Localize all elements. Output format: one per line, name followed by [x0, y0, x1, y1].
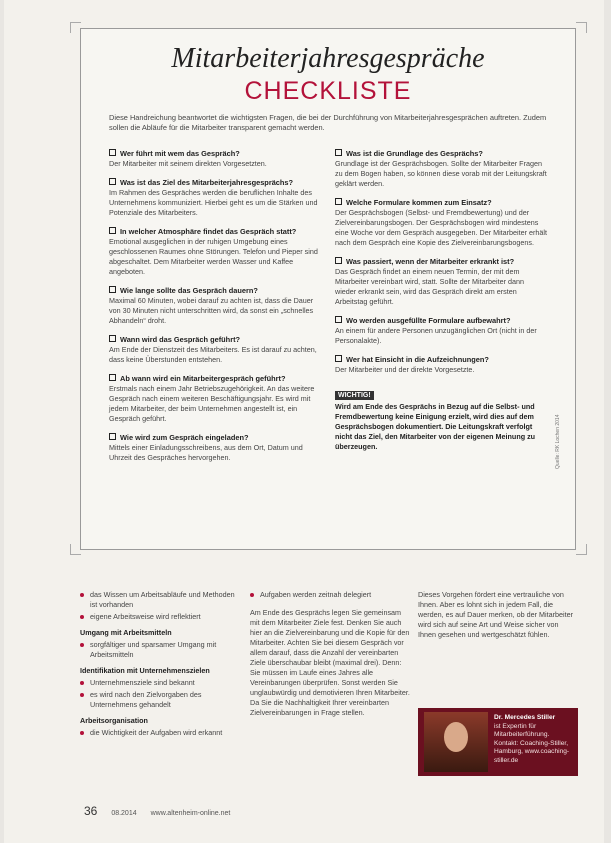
- checklist-question: Wo werden ausgefüllte Formulare aufbewahrt?: [346, 316, 511, 325]
- important-label: WICHTIG!: [335, 391, 374, 400]
- list-item: [80, 590, 240, 610]
- checklist-item: [335, 198, 547, 248]
- list-item-text: Aufgaben werden zeitnah delegiert: [260, 590, 372, 599]
- checklist-answer: Grundlage ist der Gesprächsbogen. Sollte der Mitarbeiter Fragen zu dem Bogen haben, so können diese vorab mit der Leitungskraft geklärt werden.: [335, 159, 547, 188]
- checkbox-icon: [109, 335, 116, 342]
- list-item-text: das Wissen um Arbeitsabläufe und Methoden ist vorhanden: [90, 590, 235, 609]
- checklist-item: [109, 286, 321, 326]
- checklist-item: [335, 316, 547, 346]
- bullet-icon: [80, 681, 84, 685]
- checklist-question: Ab wann wird ein Mitarbeitergespräch geführt?: [120, 374, 286, 383]
- checklist-answer: Der Mitarbeiter mit seinem direkten Vorgesetzten.: [109, 159, 267, 168]
- checklist-item: [335, 355, 547, 375]
- checklist-title: Mitarbeiterjahresgespräche: [171, 43, 485, 74]
- source-credit: Quelle: RK Lochen 2014: [555, 414, 561, 469]
- checklist-question: Wer hat Einsicht in die Aufzeichnungen?: [346, 355, 489, 364]
- checkbox-icon: [335, 149, 342, 156]
- crop-mark: [576, 544, 587, 555]
- checkbox-icon: [109, 227, 116, 234]
- checklist-question: Was passiert, wenn der Mitarbeiter erkrankt ist?: [346, 257, 515, 266]
- checklist-right-column: [335, 149, 547, 452]
- checklist-answer: Das Gespräch findet an einem neuen Termin, der mit dem Mitarbeiter vereinbart wird, statt. Sollte der Mitarbeiter dann wieder erkrankt sein, wird das Gespräch direkt am ersten Arbeitstag geführt.: [335, 267, 524, 306]
- website-url: www.altenheim-online.net: [150, 810, 231, 817]
- article-paragraph: Dieses Vorgehen fördert eine vertrauliche von Ihnen. Aber es lohnt sich in jedem Fall, die werden, es auf Dauer merken, ob der Mitarbeiter wird sich auf seine Art und Weise sicher von Ihnen gesehen und wertgeschätzt fühlen.: [418, 590, 574, 639]
- checkbox-icon: [109, 433, 116, 440]
- magazine-page: [4, 0, 604, 843]
- checklist-item: [109, 227, 321, 277]
- checklist-question: Was ist die Grundlage des Gesprächs?: [346, 149, 483, 158]
- author-name: Dr. Mercedes Stiller: [494, 714, 556, 721]
- author-bio: ist Expertin für Mitarbeiterführung. Kontakt: Coaching-Stiller, Hamburg, www.coaching-stiller.de: [494, 722, 570, 764]
- checklist-question: Wer führt mit wem das Gespräch?: [120, 149, 240, 158]
- list-item: [250, 590, 410, 600]
- list-item-text: es wird nach den Zielvorgaben des Unternehmens gehandelt: [90, 690, 202, 709]
- checklist-subtitle: CHECKLISTE: [244, 77, 412, 105]
- list-item: [80, 612, 240, 622]
- important-text: Wird am Ende des Gesprächs in Bezug auf die Selbst- und Fremdbewertung keine Einigung erzielt, wird dies auf dem Gesprächsbogen dokumentiert. Die Leitungskraft verfolgt nicht das Ziel, den Mitarbeiter von der eigenen Meinung zu überzeugen.: [335, 402, 536, 451]
- section-heading: Identifikation mit Unternehmenszielen: [80, 666, 210, 675]
- checklist-answer: Im Rahmen des Gespräches werden die beruflichen Inhalte des Unternehmens kommuniziert. Hierbei geht es um die Stärken und Potenziale des Mitarbeiters.: [109, 188, 318, 217]
- checklist-left-column: [109, 149, 321, 472]
- checklist-question: Was ist das Ziel des Mitarbeiterjahresgesprächs?: [120, 178, 294, 187]
- checklist-box: [80, 28, 576, 550]
- checklist-item: [109, 335, 321, 365]
- checklist-item: [109, 374, 321, 424]
- list-item: [80, 690, 240, 710]
- checkbox-icon: [109, 286, 116, 293]
- list-item: [80, 678, 240, 688]
- list-item-text: sorgfältiger und sparsamer Umgang mit Arbeitsmitteln: [90, 640, 217, 659]
- bullet-icon: [250, 593, 254, 597]
- checklist-question: In welcher Atmosphäre findet das Gespräch statt?: [120, 227, 297, 236]
- list-item-text: eigene Arbeitsweise wird reflektiert: [90, 612, 201, 621]
- bullet-icon: [80, 693, 84, 697]
- checklist-intro: Diese Handreichung beantwortet die wichtigsten Fragen, die bei der Durchführung von Mitarbeiterjahresgesprächen auftreten. Zudem sollen die Abläufe für die Mitarbeiter transparent gemacht werden.: [109, 113, 547, 132]
- bullet-icon: [80, 593, 84, 597]
- checklist-answer: Emotional ausgeglichen in der ruhigen Umgebung eines geschlossenen Raumes ohne Störungen. Telefon und Pieper sind abgeschaltet. Dem Mitarbeiter werden Wasser und Kaffee angeboten.: [109, 237, 318, 276]
- checklist-answer: Mittels einer Einladungsschreibens, aus dem Ort, Datum und Uhrzeit des Gespräches hervorgehen.: [109, 443, 303, 462]
- checklist-answer: Der Mitarbeiter und der direkte Vorgesetzte.: [335, 365, 475, 374]
- important-note: [335, 384, 547, 452]
- checkbox-icon: [109, 374, 116, 381]
- checkbox-icon: [335, 355, 342, 362]
- checkbox-icon: [335, 198, 342, 205]
- list-item: [80, 728, 240, 738]
- checklist-question: Wie wird zum Gespräch eingeladen?: [120, 433, 249, 442]
- checkbox-icon: [335, 316, 342, 323]
- list-item: [80, 640, 240, 660]
- list-item-text: die Wichtigkeit der Aufgaben wird erkannt: [90, 728, 223, 737]
- author-photo: [424, 712, 488, 772]
- bullet-icon: [80, 643, 84, 647]
- checklist-item: [109, 433, 321, 463]
- checklist-item: [109, 149, 321, 169]
- bullet-icon: [80, 615, 84, 619]
- author-info: [494, 714, 574, 765]
- article-column-3: [418, 590, 578, 640]
- checkbox-icon: [335, 257, 342, 264]
- checklist-question: Wie lange sollte das Gespräch dauern?: [120, 286, 258, 295]
- checklist-question: Welche Formulare kommen zum Einsatz?: [346, 198, 492, 207]
- section-heading: Arbeitsorganisation: [80, 716, 148, 725]
- author-face-icon: [444, 722, 468, 752]
- checkbox-icon: [109, 178, 116, 185]
- checklist-question: Wann wird das Gespräch geführt?: [120, 335, 241, 344]
- section-heading: Umgang mit Arbeitsmitteln: [80, 628, 172, 637]
- article-paragraph: Am Ende des Gesprächs legen Sie gemeinsam mit dem Mitarbeiter Ziele fest. Denken Sie auch hier an die Zielvereinbarung und die Kopie für den Mitarbeiter. Achten Sie bei diesem Gespräch vor allem darauf, dass die Anzahl der vereinbarten Ziele überschaubar bleibt (maximal drei). Denn: Sie müssen im Laufe eines Jahres alle Vereinbarungen überprüfen. Sonst werden Sie unglaubwürdig und demotivieren Ihren Mitarbeiter. Da Sie die Nachhaltigkeit Ihrer vereinbarten Zielvereinbarungen in Frage stellen.: [250, 608, 410, 717]
- list-item-text: Unternehmensziele sind bekannt: [90, 678, 195, 687]
- checklist-item: [335, 257, 547, 307]
- author-box: [418, 708, 578, 776]
- crop-mark: [576, 22, 587, 33]
- checklist-answer: An einem für andere Personen unzugänglichen Ort (nicht in der Personalakte).: [335, 326, 537, 345]
- checklist-answer: Am Ende der Dienstzeit des Mitarbeiters. Es ist darauf zu achten, dass keine Überstunden entstehen.: [109, 345, 317, 364]
- page-footer: [84, 804, 230, 818]
- checklist-answer: Der Gesprächsbogen (Selbst- und Fremdbewertung) und der Zielvereinbarungsbogen. Der Gesprächsbogen wird mindestens eine Woche vor dem Gespräch ausgegeben. Der Mitarbeiter erhält nach dem Gespräch eine Kopie des Zielvereinbarungsbogens.: [335, 208, 548, 247]
- bullet-icon: [80, 731, 84, 735]
- checklist-answer: Maximal 60 Minuten, wobei darauf zu achten ist, dass die Dauer von 30 Minuten nicht unterschritten wird, da sonst ein „schnelles Abhandeln“ droht.: [109, 296, 314, 325]
- article-column-2: [250, 590, 410, 718]
- checklist-item: [109, 178, 321, 218]
- page-number: 36: [84, 804, 98, 818]
- checklist-item: [335, 149, 547, 189]
- checkbox-icon: [109, 149, 116, 156]
- checklist-answer: Erstmals nach einem Jahr Betriebszugehörigkeit. An das weitere Gespräch nach einem weiteren Beschäftigungsjahr. Es wird mit jedem Mitarbeiter, der beim Unternehmen angestellt ist, ein Gespräch geführt.: [109, 384, 315, 423]
- article-column-1: [80, 590, 240, 740]
- issue-date: 08.2014: [111, 810, 137, 817]
